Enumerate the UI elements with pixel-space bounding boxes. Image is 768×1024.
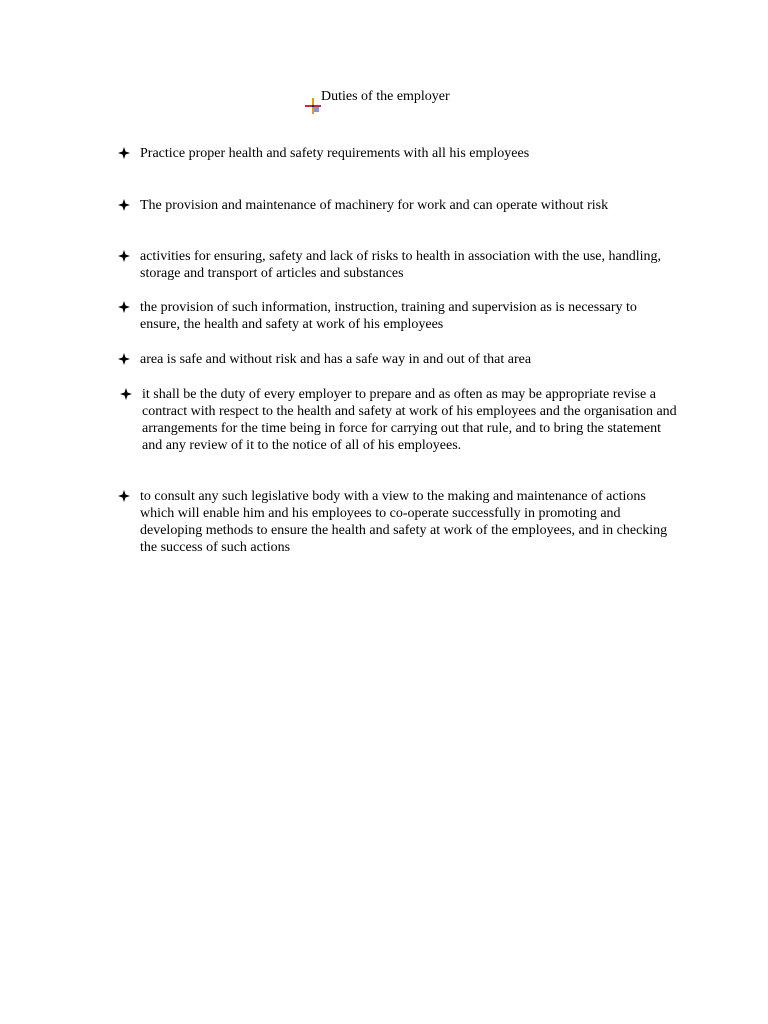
diamond-bullet-icon [118, 250, 130, 262]
diamond-bullet-icon [118, 147, 130, 159]
crosshair-icon [305, 98, 321, 114]
list-item-text: to consult any such legislative body with a view to the making and maintenance of actions which will enable him and his employees to co-operate successfully in promoting and developing methods to ensure the health and safety at work of the employees, and in checking the success of such actions [140, 489, 668, 555]
list-item-text: Practice proper health and safety requirements with all his employees [140, 146, 530, 161]
diamond-bullet-icon [118, 199, 130, 211]
diamond-bullet-icon [120, 388, 132, 400]
diamond-bullet-icon [118, 490, 130, 502]
page-title: Duties of the employer [321, 89, 450, 104]
diamond-bullet-icon [118, 353, 130, 365]
list-item-text: it shall be the duty of every employer to prepare and as often as may be appropriate revise a contract with respect to the health and safety at work of his employees and the organisation and arrangements for the time being in force for carrying out that rule, and to bring the statement and any review of it to the notice of all of his employees. [142, 387, 677, 453]
list-item-text: area is safe and without risk and has a safe way in and out of that area [140, 352, 532, 367]
diamond-bullet-icon [118, 301, 130, 313]
list-item-text: The provision and maintenance of machinery for work and can operate without risk [140, 198, 609, 213]
list-item-text: activities for ensuring, safety and lack of risks to health in association with the use, handling, storage and transport of articles and substances [140, 249, 661, 281]
list-item-text: the provision of such information, instruction, training and supervision as is necessary to ensure, the health and safety at work of his employees [140, 300, 637, 332]
